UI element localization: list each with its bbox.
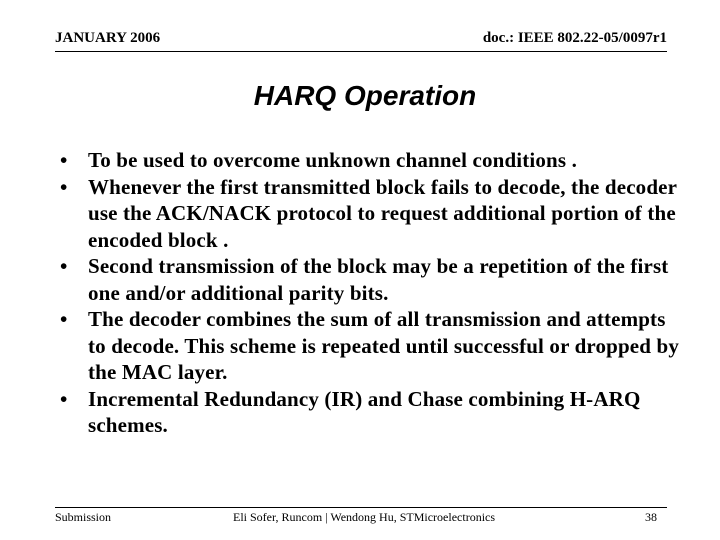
bullet-item (60, 386, 680, 439)
bullet-dot-icon: • (60, 174, 68, 199)
header-divider (55, 51, 667, 52)
bullet-text: Second transmission of the block may be a repetition of the first one and/or additional parity bits. (88, 254, 669, 305)
bullet-text: Whenever the first transmitted block fails to decode, the decoder use the ACK/NACK protocol to request additional portion of the encoded block . (88, 174, 677, 252)
bullet-item (60, 147, 680, 174)
footer-divider (55, 507, 667, 508)
slide-title: HARQ Operation (253, 80, 477, 111)
bullet-dot-icon: • (60, 254, 68, 278)
bullet-dot-icon: • (60, 386, 68, 411)
header-date: JANUARY 2006 (55, 30, 161, 46)
footer-submission: Submission (55, 510, 112, 524)
bullet-dot-icon: • (60, 307, 68, 331)
bullet-item (60, 253, 680, 306)
bullet-text: To be used to overcome unknown channel conditions . (88, 148, 577, 172)
bullet-item (60, 174, 680, 254)
bullet-dot-icon: • (60, 148, 68, 172)
bullet-list (60, 147, 680, 439)
footer-authors: Eli Sofer, Runcom | Wendong Hu, STMicroelectronics (233, 510, 496, 524)
footer-page-number: 38 (645, 510, 657, 524)
bullet-text: The decoder combines the sum of all transmission and attempts to decode. This scheme is repeated until successful or dropped by the MAC layer. (88, 307, 679, 384)
header-doc-id: doc.: IEEE 802.22-05/0097r1 (482, 30, 667, 46)
bullet-item (60, 306, 680, 386)
bullet-text: Incremental Redundancy (IR) and Chase combining H-ARQ schemes. (88, 386, 641, 437)
